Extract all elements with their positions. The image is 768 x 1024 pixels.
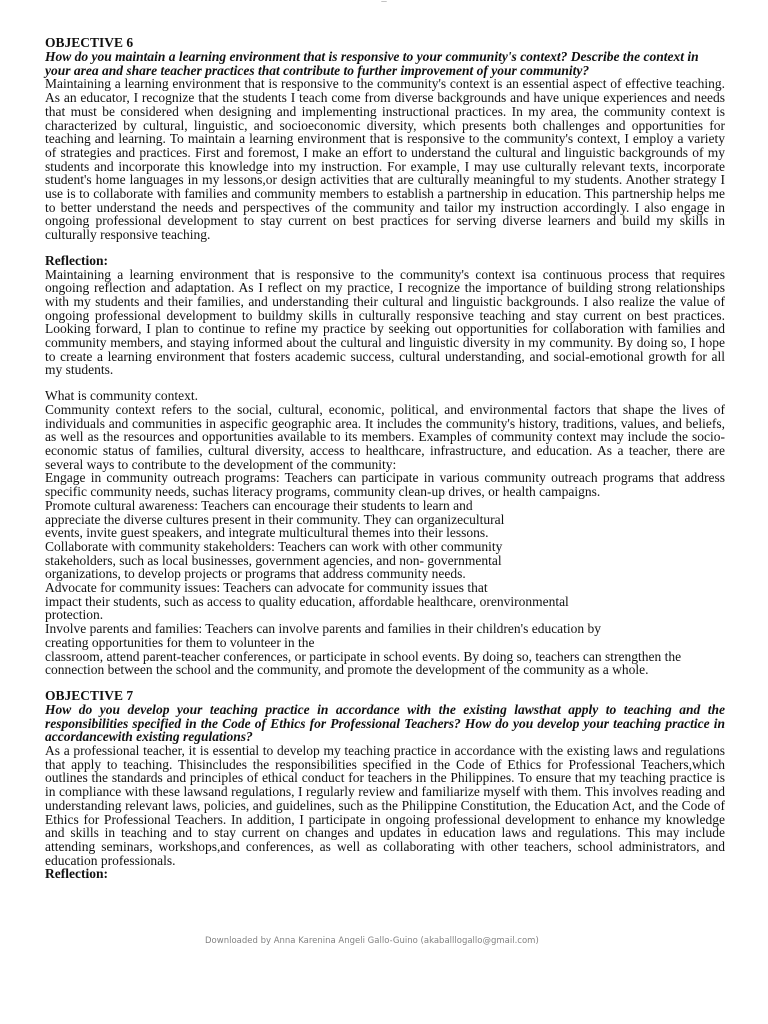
download-watermark: Downloaded by Anna Karenina Angeli Gallo-Guino (akaballlogallo@gmail.com)	[205, 936, 539, 946]
objective-7-heading: OBJECTIVE 7	[45, 687, 134, 703]
community-context-question: What is community context.	[45, 388, 198, 404]
objective-6-reflection-label: Reflection:	[45, 252, 108, 268]
objective-6-question: How do you maintain a learning environment that is responsive to your community's context? Describe the context in your area and share teacher practices that contribute to further improvement of your community?	[45, 49, 699, 78]
community-context-item-stakeholders: Collaborate with community stakeholders: Teachers can work with other community stakeholders, such as local businesses, government agencies, and non- governmental organizations, to develop projects or programs that address community needs.	[45, 538, 503, 582]
objective-7-answer: As a professional teacher, it is essential to develop my teaching practice in accordance with the existing laws and regulations that apply to teaching. Thisincludes the responsibilities specified in the Code of Ethics for Professional Teachers,which outlines the standards and principles of ethical conduct for teachers in the Philippines. To ensure that my teaching practice is in compliance with these lawsand regulations, I regularly review and familiarize myself with them. This involves reading and understanding relevant laws, policies, and guidelines, such as the Philippine Constitution, the Education Act, and the Code of Ethics for Professional Teachers. In addition, I participate in ongoing professional development to enhance my knowledge and skills in teaching and to stay current on changes and updates in education laws and regulations. This may include attending seminars, workshops,and conferences, as well as collaborating with other teachers, school administrators, and education professionals.	[45, 743, 725, 868]
community-context-item-parents: Involve parents and families: Teachers can involve parents and families in their children's education by creating opportunities for them to volunteer in the classroom, attend parent-teacher conferences, or participate in school events. By doing so, teachers can strengthen the connection between the school and the community, and promote the development of the community as a whole.	[45, 621, 682, 678]
community-context-item-outreach: Engage in community outreach programs: Teachers can participate in various community outreach programs that address specific community needs, suchas literacy programs, community clean-up drives, or health campaigns.	[45, 470, 725, 500]
community-context-item-advocate: Advocate for community issues: Teachers can advocate for community issues that impact their students, such as access to quality education, affordable healthcare, orenvironmental protection.	[45, 580, 569, 623]
community-context-definition: Community context refers to the social, cultural, economic, political, and environmental factors that shape the lives of individuals and communities in aspecific geographic area. It includes the community's history, traditions, values, and beliefs, as well as the resources and opportunities available to its members. Examples of community context may include the socio-economic status of families, cultural diversity, access to healthcare, infrastructure, and education. As a teacher, there are several ways to contribute to the development of the community:	[45, 401, 725, 472]
objective-6-answer: Maintaining a learning environment that is responsive to the community's context is an essential aspect of effective teaching. As an educator, I recognize that the students I teach come from diverse backgrounds and have unique experiences and needs that must be considered when designing and implementing instructional practices. In my area, the community context is characterized by cultural, linguistic, and socioeconomic diversity, which presents both challenges and opportunities for teaching and learning. To maintain a learning environment that is responsive to the community's context, I employ a variety of strategies and practices. First and foremost, I make an effort to understand the cultural and linguistic backgrounds of my students and incorporate this knowledge into my instruction. For example, I may use culturally relevant texts, incorporate student's home languages in my lessons,or design activities that are culturally meaningful to my students. Another strategy I use is to collaborate with families and community members to establish a partnership in education. This partnership helps me to better understand the needs and perspectives of the community and tailor my instruction accordingly. I also engage in ongoing professional development to stay current on best practices for serving diverse learners and build my skills in culturally responsive teaching.	[45, 76, 725, 243]
spacer	[45, 677, 725, 689]
objective-7-answer-wrap	[45, 744, 725, 867]
objective-6-heading: OBJECTIVE 6	[45, 35, 134, 50]
spacer	[45, 242, 725, 254]
objective-7-question: How do you develop your teaching practice in accordance with the existing lawsthat apply to teaching and the responsibilities specified in the Code of Ethics for Professional Teachers? How do you develop your teaching practice in accordancewith existing regulations?	[45, 701, 725, 745]
objective-6-reflection: Maintaining a learning environment that is responsive to the community's context isa continuous process that requires ongoing reflection and adaptation. As I reflect on my practice, I recognize the importance of building strong relationships with my students and their families, and understanding their cultural and linguistic backgrounds. I also realize the value of ongoing professional development to buildmy skills in culturally responsive teaching and stay current on best practices. Looking forward, I plan to continue to refine my practice by seeking out opportunities for collaboration with families and community members, and staying informed about the cultural and linguistic diversity in my community. By doing so, I hope to create a learning environment that fosters academic success, cultural understanding, and social-emotional growth for all my students.	[45, 266, 725, 378]
community-context-item-cultural: Promote cultural awareness: Teachers can encourage their students to learn and appreciate the diverse cultures present in their community. They can organizecultural events, invite guest speakers, and integrate multicultural themes into their lessons.	[45, 497, 505, 541]
objective-7-reflection-label: Reflection:	[45, 866, 108, 882]
page-top-mark: —	[381, 0, 387, 4]
document-page	[45, 36, 725, 881]
